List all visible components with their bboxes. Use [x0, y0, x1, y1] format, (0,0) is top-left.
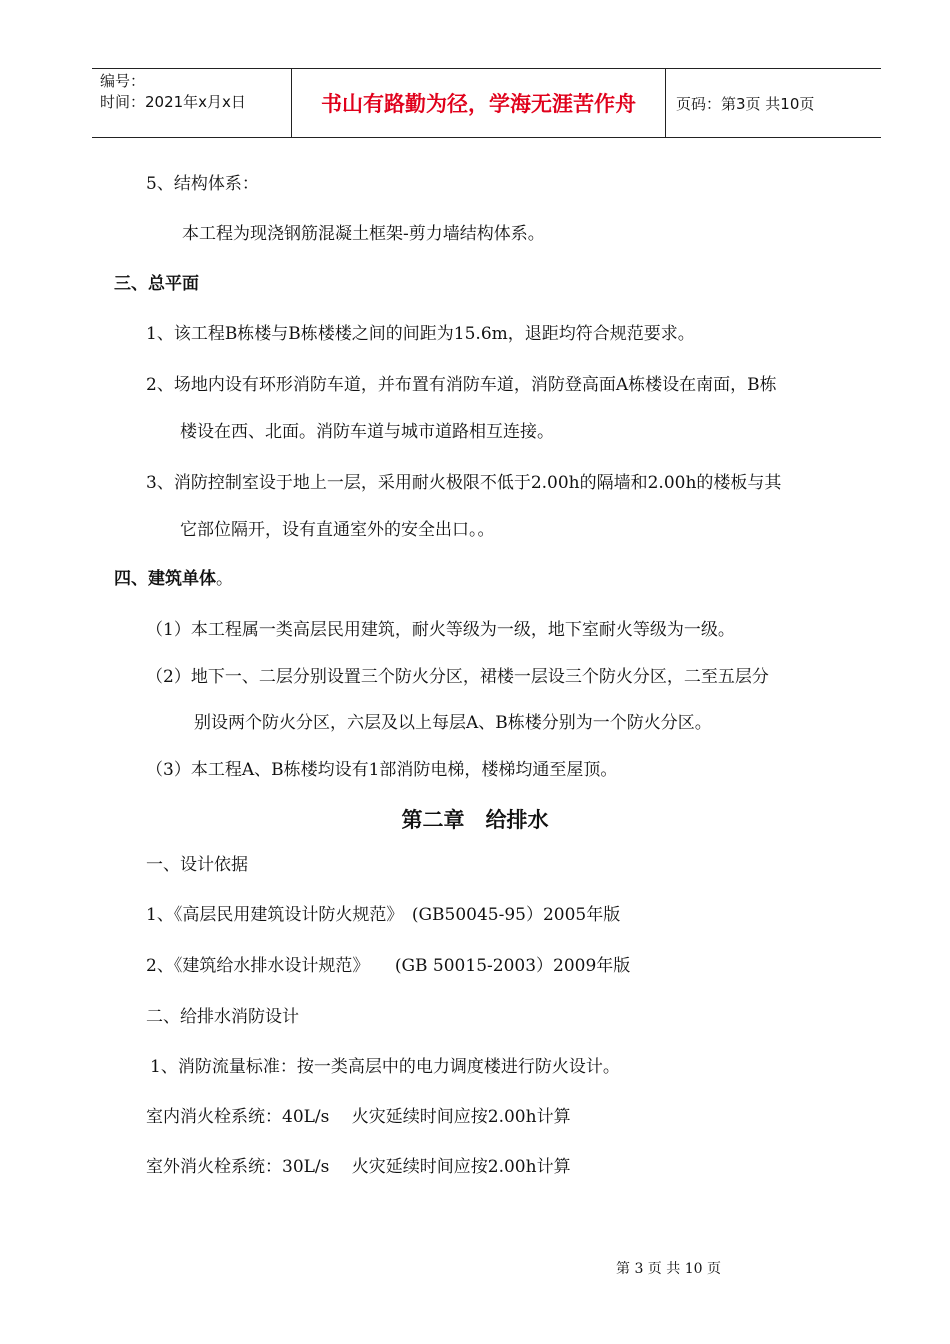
page-header	[92, 68, 881, 138]
paragraph: 楼设在西、北面。消防车道与城市道路相互连接。	[180, 422, 554, 442]
heading-text: 四、建筑单体	[114, 569, 216, 589]
section-design-basis: 一、设计依据	[146, 855, 248, 875]
section-heading-building	[114, 567, 233, 591]
section-fire-design: 二、给排水消防设计	[146, 1007, 299, 1027]
paragraph: （3）本工程A、B栋楼均设有1部消防电梯，楼梯均通至屋顶。	[146, 760, 618, 780]
section-structure: 5、结构体系：	[146, 174, 259, 194]
paragraph: （1）本工程属一类高层民用建筑，耐火等级为一级，地下室耐火等级为一级。	[146, 620, 735, 640]
heading-punct: 。	[216, 569, 233, 589]
number-label: 编号：	[100, 72, 146, 90]
paragraph: （2）地下一、二层分别设置三个防火分区，裙楼一层设三个防火分区，二至五层分	[146, 667, 769, 687]
paragraph: 本工程为现浇钢筋混凝土框架-剪力墙结构体系。	[182, 224, 545, 244]
footer-page-number: 第 3 页 共 10 页	[616, 1261, 721, 1277]
header-meta	[92, 69, 292, 137]
paragraph: 它部位隔开，设有直通室外的安全出口。。	[180, 520, 495, 540]
reference-item: 2、《建筑给水排水设计规范》 (GB 50015-2003）2009年版	[146, 956, 631, 976]
paragraph: 1、消防流量标准：按一类高层中的电力调度楼进行防火设计。	[150, 1057, 620, 1077]
chapter-title: 第二章 给排水	[401, 808, 549, 832]
paragraph: 别设两个防火分区，六层及以上每层A、B栋楼分别为一个防火分区。	[194, 713, 712, 733]
header-page-label: 页码：第3页 共10页	[676, 94, 815, 113]
header-motto: 书山有路勤为径，学海无涯苦作舟	[292, 69, 666, 137]
paragraph: 室内消火栓系统：40L/s 火灾延续时间应按2.00h计算	[146, 1107, 571, 1127]
paragraph: 3、消防控制室设于地上一层，采用耐火极限不低于2.00h的隔墙和2.00h的楼板与其	[146, 473, 782, 493]
time-label: 时间：2021年x月x日	[100, 93, 246, 111]
reference-item: 1、《高层民用建筑设计防火规范》 (GB50045-95）2005年版	[146, 905, 621, 925]
section-heading-site-plan: 三、总平面	[114, 274, 199, 294]
paragraph: 2、场地内设有环形消防车道，并布置有消防车道，消防登高面A栋楼设在南面，B栋	[146, 375, 777, 395]
paragraph: 1、该工程B栋楼与B栋楼楼之间的间距为15.6m，退距均符合规范要求。	[146, 324, 695, 344]
paragraph: 室外消火栓系统：30L/s 火灾延续时间应按2.00h计算	[146, 1157, 571, 1177]
